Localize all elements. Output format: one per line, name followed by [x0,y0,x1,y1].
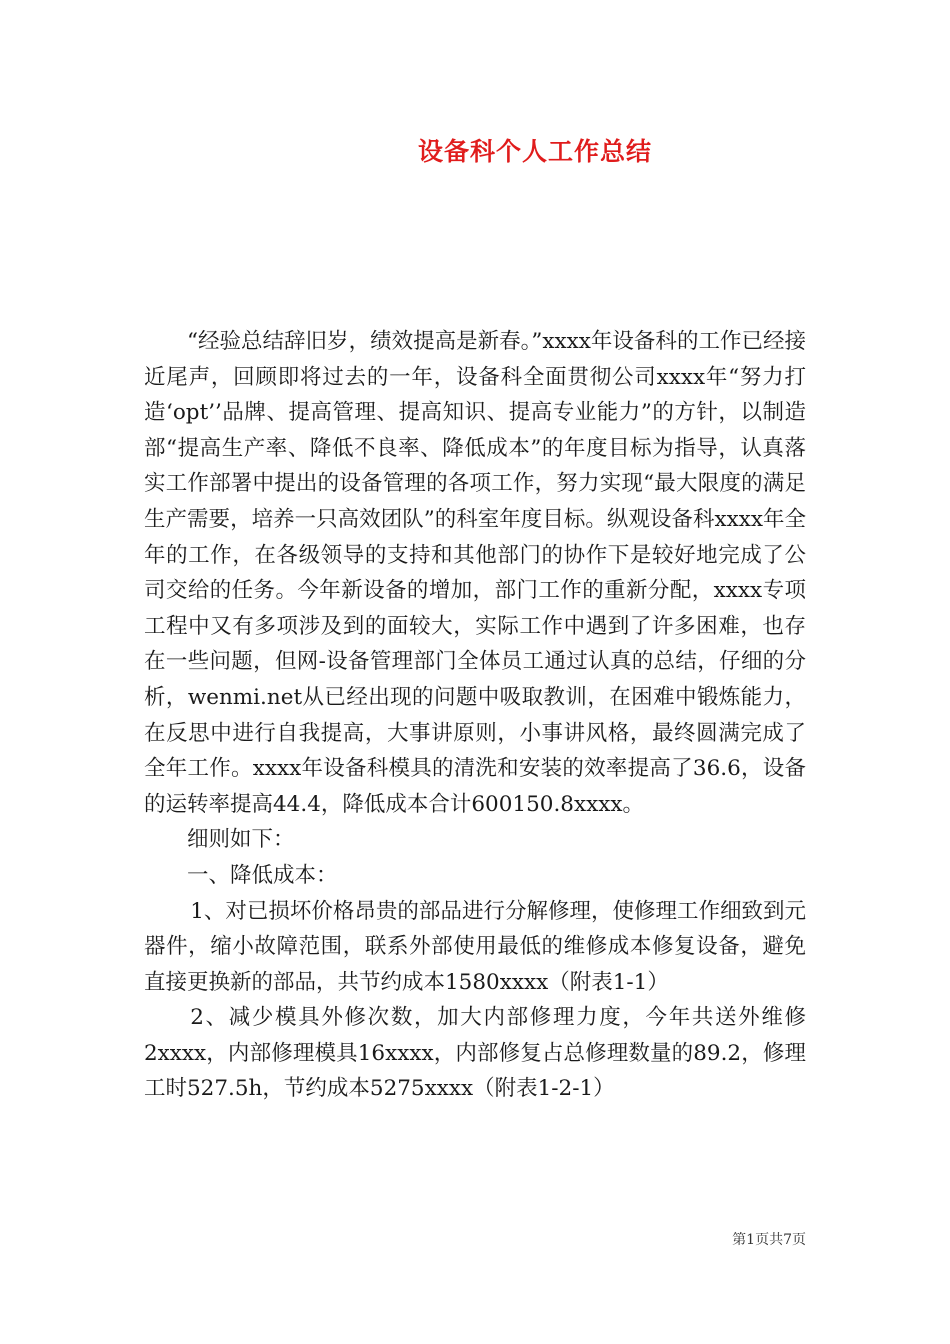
list-item: 2、减少模具外修次数，加大内部修理力度，今年共送外维修2xxxx，内部修理模具16xxxx，内部修复占总修理数量的89.2，修理工时527.5h，节约成本5275xxxx（附表1-2-1） [144,1005,806,1102]
intro-paragraph: “经验总结辞旧岁，绩效提高是新春。”xxxx年设备科的工作已经接近尾声，回顾即将过去的一年，设备科全面贯彻公司xxxx年“努力打造‘opt’’品牌、提高管理、提高知识、提高专业能力”的方针，以制造部“提高生产率、降低不良率、降低成本”的年度目标为指导，认真落实工作部署中提出的设备管理的各项工作，努力实现“最大限度的满足生产需要，培养一只高效团队”的科室年度目标。纵观设备科xxxx年全年的工作，在各级领导的支持和其他部门的协作下是较好地完成了公司交给的任务。今年新设备的增加，部门工作的重新分配，xxxx专项工程中又有多项涉及到的面较大，实际工作中遇到了许多困难，也存在一些问题，但网-设备管理部门全体员工通过认真的总结，仔细的分析，wenmi.net从已经出现的问题中吸取教训，在困难中锻炼能力，在反思中进行自我提高，大事讲原则，小事讲风格，最终圆满完成了全年工作。xxxx年设备科模具的清洗和安装的效率提高了36.6，设备的运转率提高44.4，降低成本合计600150.8xxxx。 [144,329,806,817]
list-item: 1、对已损坏价格昂贵的部品进行分解修理，使修理工作细致到元器件，缩小故障范围，联系外部使用最低的维修成本修复设备，避免直接更换新的部品，共节约成本1580xxxx（附表1-1） [144,898,806,995]
document-body [144,324,806,1107]
page-number: 第1页共7页 [732,1232,806,1248]
document-title: 设备科个人工作总结 [417,137,652,166]
details-heading: 细则如下： [187,827,295,853]
section-heading-cost-reduction: 一、降低成本： [187,862,338,888]
